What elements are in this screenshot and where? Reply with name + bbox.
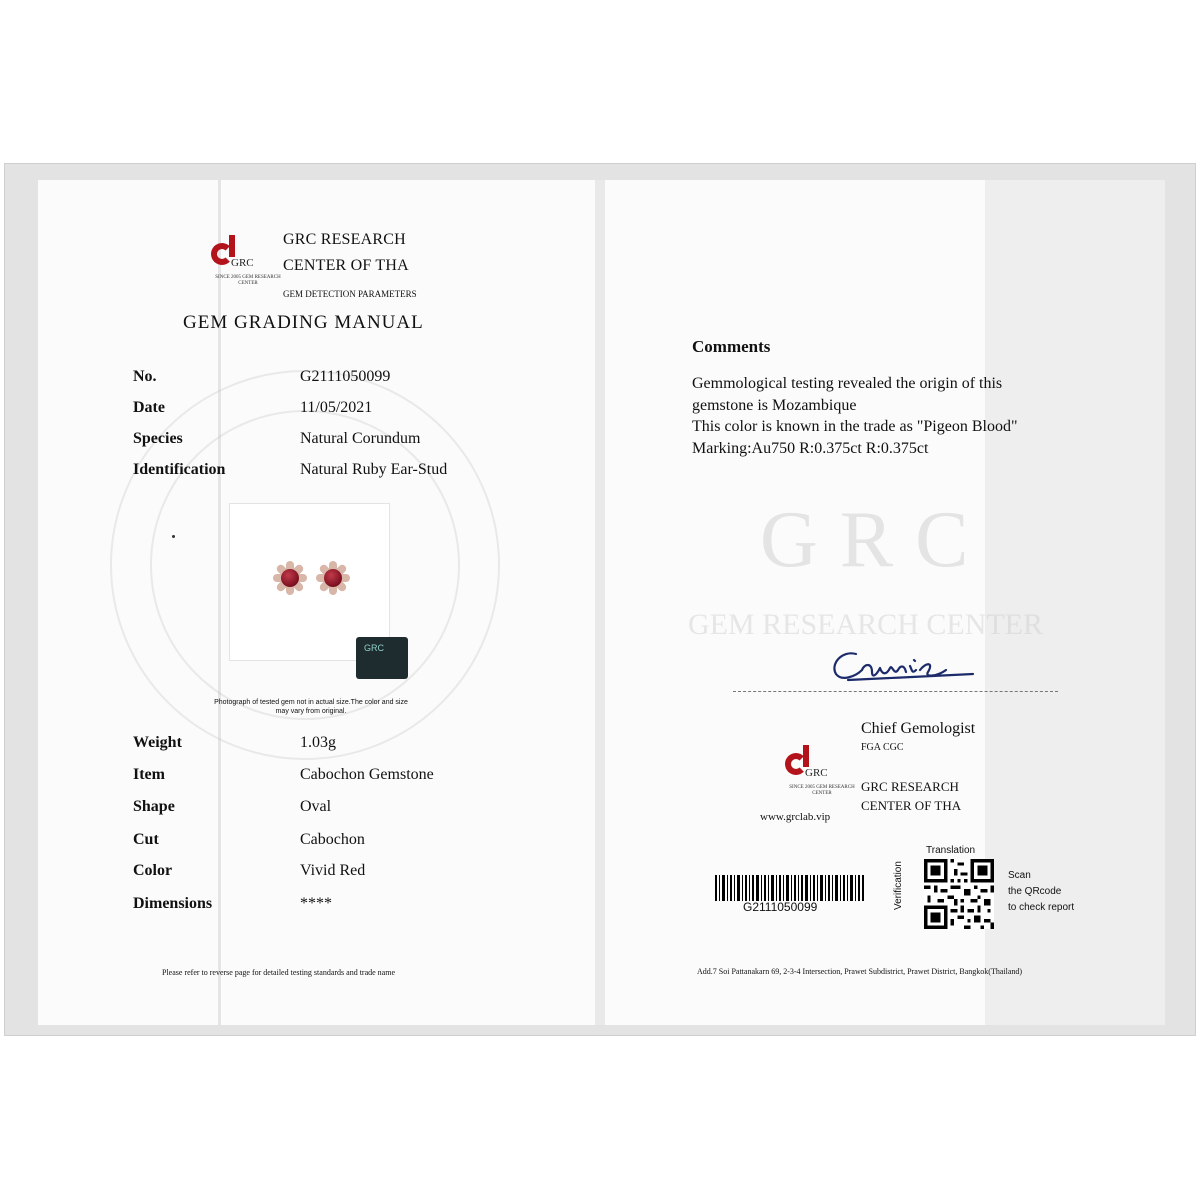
field-value-date: 11/05/2021 <box>300 399 373 416</box>
grc-logo <box>205 235 281 291</box>
chief-title: Chief Gemologist <box>861 720 976 737</box>
page-gutter <box>595 180 605 1025</box>
hologram-text: GRC <box>364 643 384 653</box>
comment-line: Gemmological testing revealed the origin of this <box>692 375 1003 392</box>
field-label-no: No. <box>133 368 157 385</box>
website-link[interactable]: www.grclab.vip <box>760 811 831 823</box>
handwritten-signature <box>828 640 978 685</box>
ruby-stud-right <box>316 561 350 595</box>
ink-dot <box>172 535 175 538</box>
field-value-dimensions: **** <box>300 895 332 912</box>
scan-instruction: the QRcode <box>1008 886 1062 897</box>
watermark-grc: GRC <box>760 496 991 584</box>
field-value-item: Cabochon Gemstone <box>300 766 434 783</box>
field-value-cut: Cabochon <box>300 831 365 848</box>
org-name-line1: GRC RESEARCH <box>861 779 959 794</box>
field-label-dimensions: Dimensions <box>133 895 213 912</box>
field-label-species: Species <box>133 430 183 447</box>
left-footer-note: Please refer to reverse page for detailed testing standards and trade name <box>162 968 396 977</box>
lab-address: Add.7 Soi Pattanakarn 69, 2-3-4 Intersection, Prawet Subdistrict, Prawet District, Bangkok(Thailand) <box>697 967 1023 976</box>
field-value-no: G2111050099 <box>300 368 391 385</box>
qr-code[interactable] <box>924 859 994 929</box>
org-name-line2: CENTER OF THA <box>283 257 409 274</box>
field-label-date: Date <box>133 399 165 416</box>
barcode-number: G2111050099 <box>743 900 818 914</box>
org-name-line2: CENTER OF THA <box>861 798 962 813</box>
field-label-identification: Identification <box>133 461 226 478</box>
logo-bar <box>229 235 235 257</box>
verification-label: Verification <box>893 861 904 910</box>
field-value-identification: Natural Ruby Ear-Stud <box>300 461 448 478</box>
grc-logo <box>779 745 855 801</box>
field-label-weight: Weight <box>133 734 182 751</box>
hologram-sticker <box>356 637 408 679</box>
document-title: GEM GRADING MANUAL <box>183 312 424 333</box>
photo-disclaimer: Photograph of tested gem not in actual size.The color and size may vary from original. <box>214 699 408 715</box>
logo-subtext: SINCE 2005 GEM RESEARCH CENTER <box>215 275 281 286</box>
logo-subtext: SINCE 2005 GEM RESEARCH CENTER <box>789 785 855 796</box>
logo-text: GRC <box>805 767 828 779</box>
field-value-shape: Oval <box>300 798 332 815</box>
field-label-color: Color <box>133 862 173 879</box>
field-value-weight: 1.03g <box>300 734 336 751</box>
org-subtitle: GEM DETECTION PARAMETERS <box>283 289 417 299</box>
chief-credentials: FGA CGC <box>861 742 904 753</box>
field-label-item: Item <box>133 766 165 783</box>
translation-label: Translation <box>926 845 976 856</box>
scan-instruction: to check report <box>1008 902 1075 913</box>
comment-line: Marking:Au750 R:0.375ct R:0.375ct <box>692 440 929 457</box>
comment-line: gemstone is Mozambique <box>692 397 857 414</box>
comment-line: This color is known in the trade as "Pigeon Blood" <box>692 418 1018 435</box>
field-label-shape: Shape <box>133 798 175 815</box>
ruby-stud-left <box>273 561 307 595</box>
logo-bar <box>803 745 809 767</box>
watermark-subtitle: GEM RESEARCH CENTER <box>688 608 1044 641</box>
comments-heading: Comments <box>692 337 771 356</box>
scan-instruction: Scan <box>1008 870 1031 881</box>
field-value-species: Natural Corundum <box>300 430 421 447</box>
field-value-color: Vivid Red <box>300 862 366 879</box>
field-label-cut: Cut <box>133 831 159 848</box>
barcode <box>715 875 865 901</box>
signature-line <box>733 691 1058 692</box>
logo-text: GRC <box>231 257 254 269</box>
org-name-line1: GRC RESEARCH <box>283 231 406 248</box>
sleeve-reflection <box>985 180 1165 1025</box>
